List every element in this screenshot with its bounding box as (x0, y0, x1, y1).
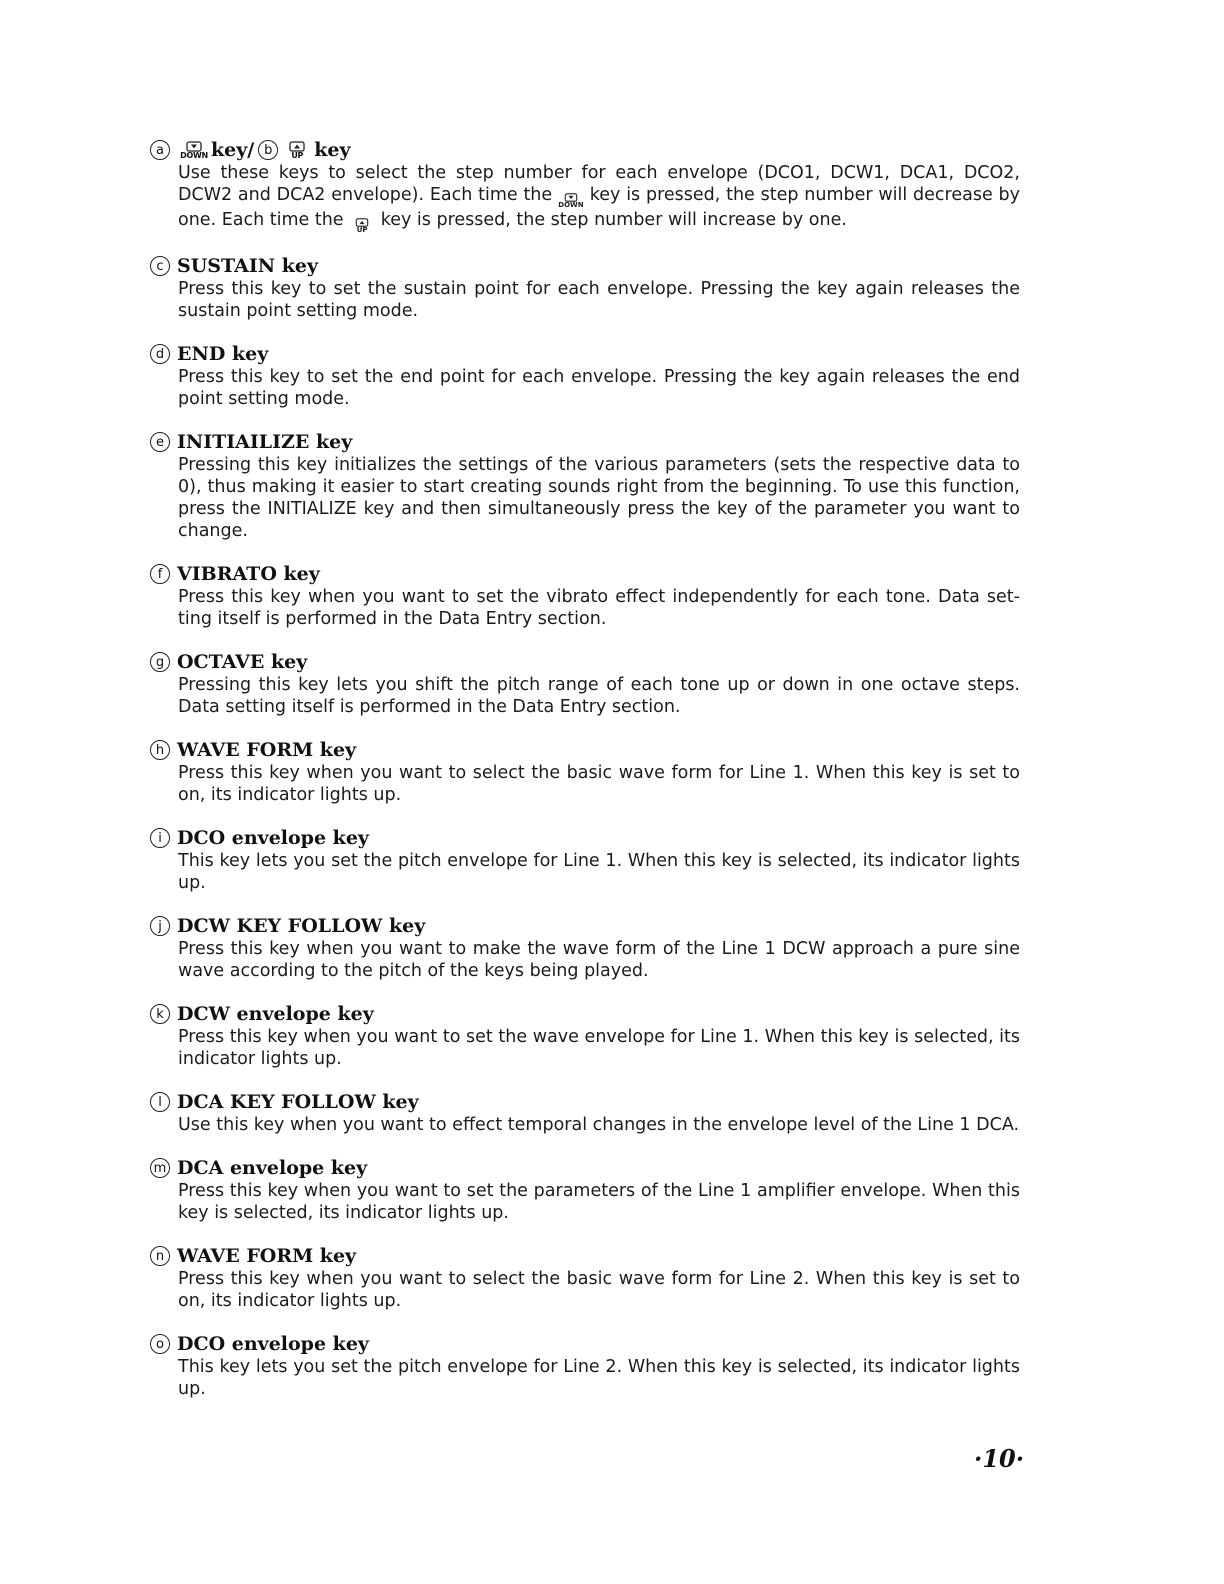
entry-body: Press this key when you want to make the wave form of the Line 1 DCW approach a pure sine wave according to the pitch of the keys being played. (178, 939, 1020, 981)
entry-vibrato-key (150, 562, 1020, 630)
entry-body: Use this key when you want to effect temporal changes in the envelope level of the Line 1 DCA. (178, 1115, 1020, 1135)
entry-title: WAVE FORM key (177, 1245, 357, 1267)
entry-heading (150, 914, 1020, 938)
body-text-part2: key is pressed, the step number will decrease by one. Each time the (178, 185, 1020, 230)
entry-body: Press this key when you want to select the basic wave form for Line 1. When this key is set to on, its indicator lights up. (178, 763, 1020, 805)
entry-body: Pressing this key lets you shift the pitch range of each tone up or down in one octave steps. Data setting itself is performed in the Data Entry section. (178, 675, 1020, 717)
entry-dco-envelope-key-line2 (150, 1332, 1020, 1400)
marker-c: c (150, 256, 170, 276)
entry-title: DCO envelope key (177, 1333, 369, 1355)
marker-o: o (150, 1334, 170, 1354)
entry-down-up-keys (150, 138, 1020, 234)
entry-title: DCA KEY FOLLOW key (177, 1091, 419, 1113)
entry-title: VIBRATO key (177, 563, 320, 585)
entry-heading (150, 826, 1020, 850)
entry-title: WAVE FORM key (177, 739, 357, 761)
down-key-icon: DOWN (181, 141, 207, 160)
marker-i: i (150, 828, 170, 848)
marker-a: a (150, 140, 170, 160)
entry-heading (150, 254, 1020, 278)
entry-octave-key (150, 650, 1020, 718)
entry-initialize-key (150, 430, 1020, 542)
marker-d: d (150, 344, 170, 364)
marker-l: l (150, 1092, 170, 1112)
entry-heading (150, 738, 1020, 762)
entry-title: DCW KEY FOLLOW key (177, 915, 426, 937)
entry-title: DCA envelope key (177, 1157, 368, 1179)
entry-dcw-envelope-key (150, 1002, 1020, 1070)
entry-title: END key (177, 343, 269, 365)
marker-g: g (150, 652, 170, 672)
page-number: ·10· (974, 1444, 1025, 1473)
entry-body: Press this key when you want to set the wave envelope for Line 1. When this key is selected, its indicator lights up. (178, 1027, 1020, 1069)
entry-heading (150, 1090, 1020, 1114)
manual-page (150, 138, 1020, 1420)
entry-heading (150, 1002, 1020, 1026)
marker-m: m (150, 1158, 170, 1178)
entry-body: Press this key when you want to select the basic wave form for Line 2. When this key is set to on, its indicator lights up. (178, 1269, 1020, 1311)
entry-dco-envelope-key-line1 (150, 826, 1020, 894)
marker-f: f (150, 564, 170, 584)
entry-body: Press this key when you want to set the vibrato effect independently for each tone. Data set- ting itself is performed in the Data Entry section. (178, 587, 1020, 629)
entry-heading (150, 562, 1020, 586)
entry-body: Pressing this key initializes the settings of the various parameters (sets the respective data to 0), thus making it easier to start creating sounds right from the beginning. To use this function, press the INITIALIZE key and then simultaneously press the key of the parameter you want to change. (178, 455, 1020, 541)
entry-heading (150, 1332, 1020, 1356)
entry-body: Press this key when you want to set the parameters of the Line 1 amplifier envelope. When this key is selected, its indicator lights up. (178, 1181, 1020, 1223)
down-key-icon: DOWN (559, 193, 583, 209)
entry-title: DCO envelope key (177, 827, 369, 849)
entry-wave-form-key-line2 (150, 1244, 1020, 1312)
entry-dca-key-follow-key (150, 1090, 1020, 1136)
entry-heading (150, 138, 1020, 162)
entry-title-2: key (314, 139, 351, 161)
entry-dcw-key-follow-key (150, 914, 1020, 982)
entry-heading (150, 430, 1020, 454)
entry-wave-form-key-line1 (150, 738, 1020, 806)
body-text-part3: key is pressed, the step number will increase by one. (380, 210, 847, 230)
entry-body: Press this key to set the sustain point for each envelope. Pressing the key again releases the sustain point setting mode. (178, 279, 1020, 321)
up-key-icon: UP (350, 218, 374, 234)
entry-title: SUSTAIN key (177, 255, 319, 277)
entry-body: Press this key to set the end point for each envelope. Pressing the key again releases the end point setting mode. (178, 367, 1020, 409)
marker-n: n (150, 1246, 170, 1266)
body-text-part1: Use these keys to select the step number for each envelope (DCO1, DCW1, DCA1, DCO2, DCW2 and DCA2 envelope). Each time the (178, 163, 1020, 205)
marker-e: e (150, 432, 170, 452)
entry-body: This key lets you set the pitch envelope for Line 1. When this key is selected, its indicator lights up. (178, 851, 1020, 893)
entry-title: INITIAILIZE key (177, 431, 353, 453)
marker-k: k (150, 1004, 170, 1024)
entry-body (178, 162, 1020, 234)
entry-heading (150, 1244, 1020, 1268)
entry-heading (150, 650, 1020, 674)
entry-body: This key lets you set the pitch envelope for Line 2. When this key is selected, its indicator lights up. (178, 1357, 1020, 1399)
marker-b: b (258, 140, 278, 160)
entry-title: DCW envelope key (177, 1003, 374, 1025)
entry-title: OCTAVE key (177, 651, 308, 673)
marker-j: j (150, 916, 170, 936)
entry-title: key/ (211, 139, 255, 161)
up-key-icon: UP (284, 141, 310, 160)
entry-end-key (150, 342, 1020, 410)
entry-dca-envelope-key (150, 1156, 1020, 1224)
entry-heading (150, 342, 1020, 366)
entry-sustain-key (150, 254, 1020, 322)
entry-heading (150, 1156, 1020, 1180)
marker-h: h (150, 740, 170, 760)
